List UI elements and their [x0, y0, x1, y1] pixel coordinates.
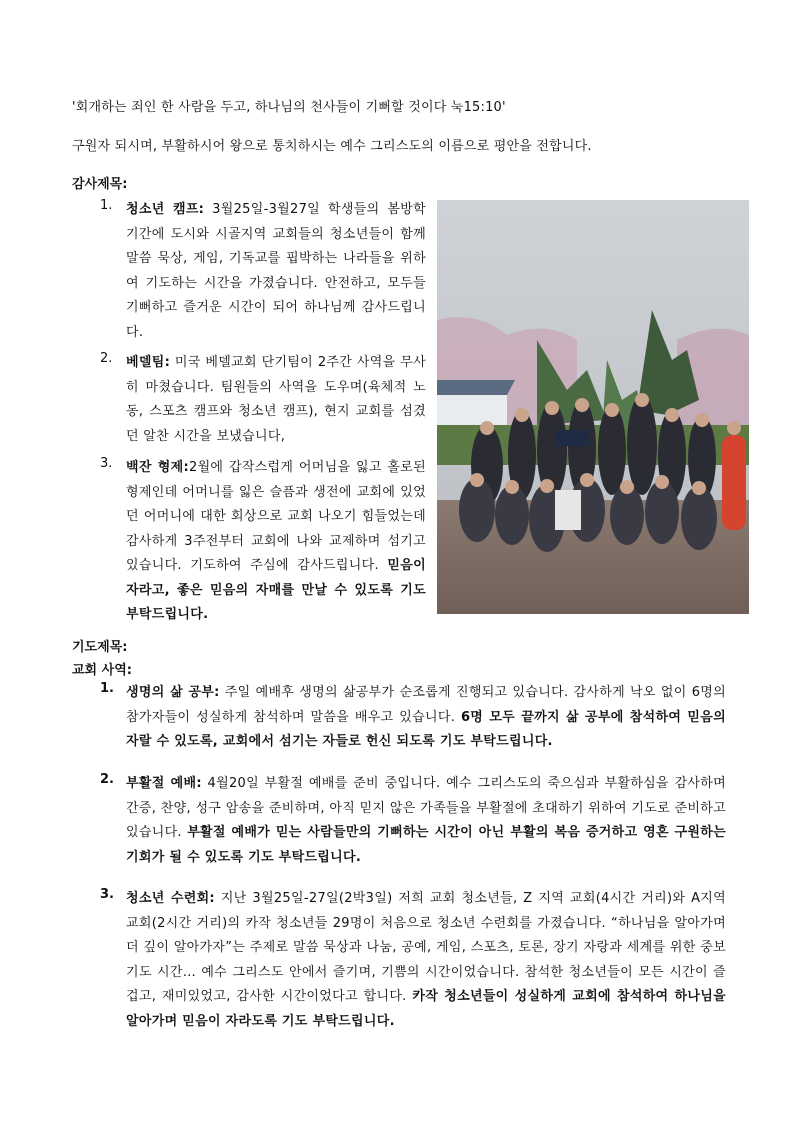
item-text: 4월20일 부활절 예배를 준비 중입니다. 예수 그리스도의 죽으심과 부활하심을 감사하며 간증, 찬양, 성구 암송을 준비하며, 아직 믿지 않은 가족들을 부활절에 초대하기 위하여 기도로 준비하고 있습니다. — [126, 776, 727, 840]
item-emphasis: 6명 모두 끝까지 삶 공부에 참석하여 믿음의 자랄 수 있도록, 교회에서 섬기는 자들로 헌신 되도록 기도 부탁드립니다. — [126, 709, 726, 749]
item-title: 청소년 캠프: — [126, 202, 205, 217]
item-emphasis: 믿음이 자라고, 좋은 믿음의 자매를 만날 수 있도록 기도 부탁드립니다. — [126, 558, 426, 622]
item-text: 3월25일-3월27일 학생들의 봄방학 기간에 도시와 시골지역 교회들의 청소년들이 함께 말씀 묵상, 게임, 기독교를 핍박하는 나라들을 위하여 기도하는 시간을 가졌습니다. 안전하고, 모두들 기뻐하고 즐거운 시간이 되어 하나님께 감사드립니다. — [126, 202, 426, 340]
item-title: 청소년 수련회: — [126, 891, 215, 906]
bible-verse: '회개하는 죄인 한 사람을 두고, 하나님의 천사들이 기뻐할 것이다 눅15:10' — [72, 100, 506, 115]
prayer-heading: 기도제목: — [72, 640, 128, 655]
item-number: 3. — [100, 456, 113, 471]
item-number: 1. — [100, 681, 114, 696]
thanks-heading: 감사제목: — [72, 177, 128, 192]
item-title: 베델팀: — [126, 355, 171, 370]
church-ministry-heading: 교회 사역: — [72, 663, 132, 678]
item-emphasis: 부활절 예배가 믿는 사람들만의 기뻐하는 시간이 아닌 부활의 복음 증거하고 영혼 구원하는 기회가 될 수 있도록 기도 부탁드립니다. — [126, 825, 726, 865]
item-number: 2. — [100, 772, 114, 787]
item-number: 3. — [100, 887, 114, 902]
item-body — [126, 887, 726, 1034]
item-title: 부활절 예배: — [126, 776, 202, 791]
item-text: 주일 예배후 생명의 삶공부가 순조롭게 진행되고 있습니다. 감사하게 낙오 없이 6명의 참가자들이 성실하게 참석하며 말씀을 배우고 있습니다. — [126, 685, 726, 725]
greeting: 구원자 되시며, 부활하시어 왕으로 통치하시는 예수 그리스도의 이름으로 평안을 전합니다. — [72, 139, 592, 154]
group-photo — [437, 200, 749, 614]
item-body — [126, 681, 726, 755]
item-number: 2. — [100, 351, 113, 366]
item-body — [126, 198, 426, 345]
item-title: 백잔 형제: — [126, 460, 189, 475]
item-body — [126, 351, 426, 449]
item-body — [126, 456, 426, 628]
item-number: 1. — [100, 198, 113, 213]
item-body — [126, 772, 726, 870]
item-text: 미국 베델교회 단기팀이 2주간 사역을 무사히 마쳤습니다. 팀원들의 사역을 도우며(육체적 노동, 스포츠 캠프와 청소년 캠프), 현지 교회를 섬겼던 알찬 시간을 보냈습니다, — [126, 355, 426, 444]
item-text: 2월에 갑작스럽게 어머님을 잃고 홀로된 형제인데 어머니를 잃은 슬픔과 생전에 교회에 있었던 어머니에 대한 회상으로 교회 나오기 힘들었는데 감사하게 3주전부터 교회에 나와 교제하며 섬기고 있습니다. 기도하여 주심에 감사드립니다. — [126, 460, 426, 573]
item-emphasis: 카작 청소년들이 성실하게 교회에 참석하여 하나님을 알아가며 믿음이 자라도록 기도 부탁드립니다. — [126, 989, 726, 1029]
item-title: 생명의 삶 공부: — [126, 685, 220, 700]
item-text: 지난 3월25일-27일(2박3일) 저희 교회 청소년들, Z 지역 교회(4시간 거리)와 A지역 교회(2시간 거리)의 카작 청소년들 29명이 처음으로 청소년 수련회를 가졌습니다. “하나님을 알아가며 더 깊이 알아가자”는 주제로 말씀 묵상과 나눔, 공예, 게임, 스포츠, 토론, 장기 자랑과 세계를 위한 중보기도 시간… 예수 그리스도 안에서 즐기며, 기쁨의 시간이었습니다. 참석한 청소년들이 모든 시간이 즐겁고, 재미있었고, 감사한 시간이었다고 합니다. — [126, 891, 726, 1004]
